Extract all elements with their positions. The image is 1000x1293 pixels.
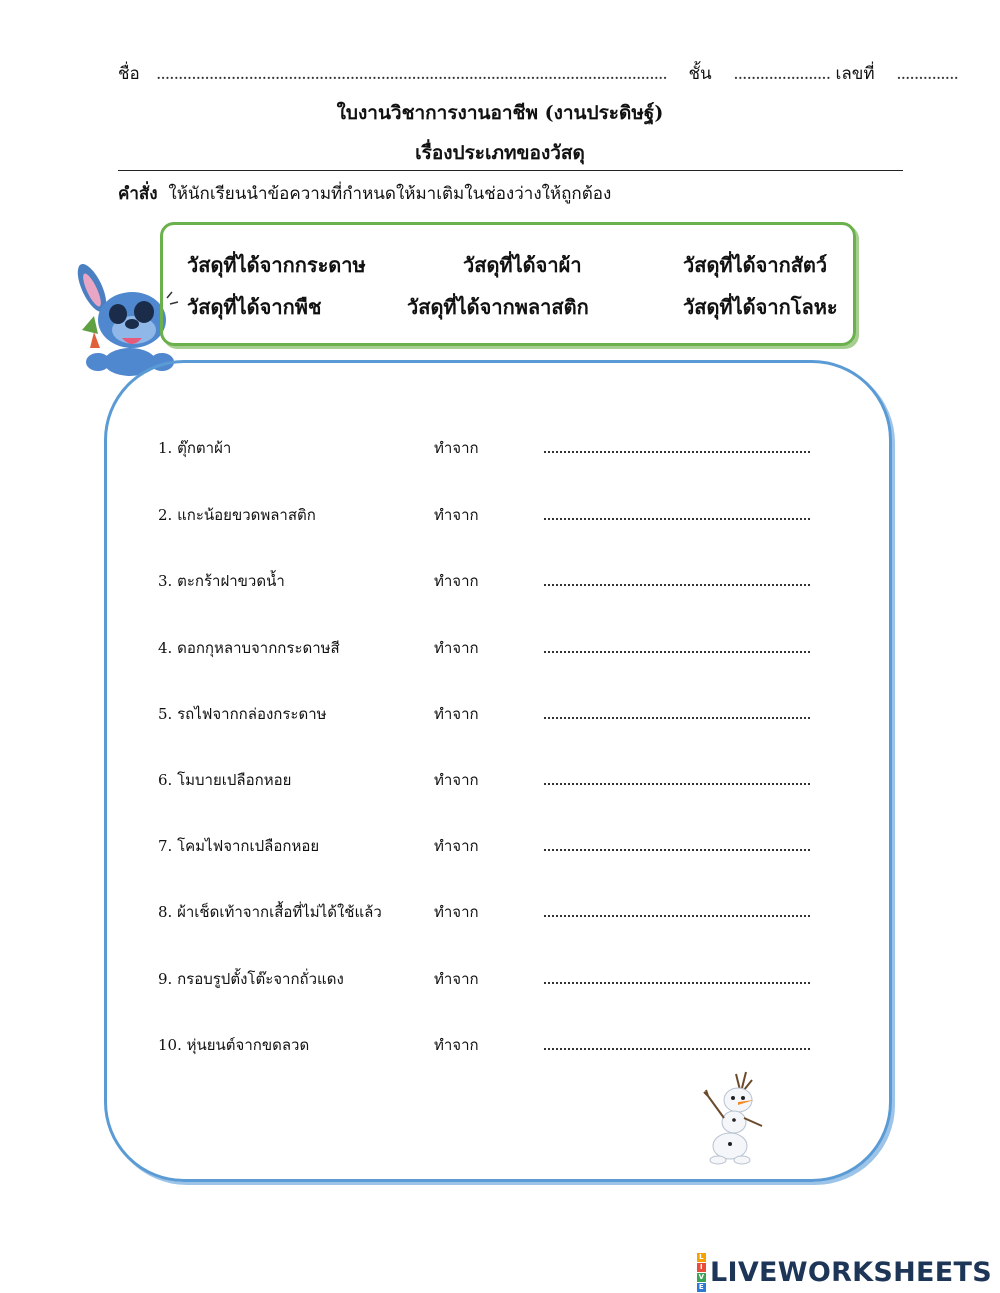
question-row [158, 900, 818, 924]
question-row [158, 834, 818, 858]
header-divider [118, 170, 903, 171]
question-text: 9. กรอบรูปตั้งโต๊ะจากถั่วแดง [158, 970, 344, 988]
worksheet-title: ใบงานวิชาการงานอาชีพ (งานประดิษฐ์) [336, 102, 664, 124]
word-bank-item[interactable]: วัสดุที่ได้จาผ้า [463, 253, 582, 277]
made-from-label: ทำจาก [434, 837, 479, 855]
word-bank-item[interactable]: วัสดุที่ได้จากพืช [187, 295, 322, 319]
made-from-label: ทำจาก [434, 970, 479, 988]
word-bank-item[interactable]: วัสดุที่ได้จากโลหะ [683, 295, 838, 319]
question-text: 7. โคมไฟจากเปลือกหอย [158, 837, 320, 855]
answer-blank[interactable] [544, 783, 810, 785]
question-row [158, 768, 818, 792]
question-text: 1. ตุ๊กตาผ้า [158, 439, 232, 457]
instruction [118, 180, 611, 207]
word-bank [160, 222, 856, 346]
made-from-label: ทำจาก [434, 903, 479, 921]
made-from-label: ทำจาก [434, 705, 479, 723]
question-row [158, 569, 818, 593]
made-from-label: ทำจาก [434, 771, 479, 789]
word-bank-item[interactable]: วัสดุที่ได้จากพลาสติก [407, 295, 589, 319]
logo-text: LIVEWORKSHEETS [709, 1257, 992, 1288]
answer-blank[interactable] [544, 915, 810, 917]
instruction-text: ให้นักเรียนนำข้อความที่กำหนดให้มาเติมในช่องว่างให้ถูกต้อง [168, 184, 612, 204]
made-from-label: ทำจาก [434, 1036, 479, 1054]
answer-blank[interactable] [544, 651, 810, 653]
word-bank-item[interactable]: วัสดุที่ได้จากสัตว์ [683, 253, 828, 277]
question-text: 4. ดอกกุหลาบจากกระดาษสี [158, 639, 340, 657]
made-from-label: ทำจาก [434, 639, 479, 657]
class-label: ชั้น [688, 64, 712, 84]
question-text: 2. แกะน้อยขวดพลาสติก [158, 506, 316, 524]
question-row [158, 636, 818, 660]
question-text: 10. หุ่นยนต์จากขดลวด [158, 1036, 310, 1054]
class-blank[interactable]: ...................... [733, 64, 831, 84]
answer-blank[interactable] [544, 451, 810, 453]
answer-blank[interactable] [544, 717, 810, 719]
student-info-line [118, 60, 958, 87]
answer-blank[interactable] [544, 518, 810, 520]
made-from-label: ทำจาก [434, 572, 479, 590]
question-row [158, 967, 818, 991]
question-row [158, 702, 818, 726]
worksheet-subtitle: เรื่องประเภทของวัสดุ [415, 142, 585, 164]
name-blank[interactable]: .................................................................................................................... [155, 64, 667, 84]
liveworksheets-logo [697, 1252, 992, 1293]
answer-blank[interactable] [544, 584, 810, 586]
olaf-illustration [696, 1068, 772, 1166]
word-bank-item[interactable]: วัสดุที่ได้จากกระดาษ [187, 253, 366, 277]
question-text: 8. ผ้าเช็ดเท้าจากเสื้อที่ไม่ได้ใช้แล้ว [158, 903, 382, 921]
instruction-label: คำสั่ง [118, 184, 158, 204]
question-text: 5. รถไฟจากกล่องกระดาษ [158, 705, 327, 723]
question-row [158, 503, 818, 527]
number-label: เลขที่ [835, 64, 875, 84]
answer-blank[interactable] [544, 982, 810, 984]
question-text: 3. ตะกร้าฝาขวดน้ำ [158, 572, 285, 590]
question-text: 6. โมบายเปลือกหอย [158, 771, 292, 789]
question-row [158, 1033, 818, 1057]
name-label: ชื่อ [118, 64, 140, 84]
made-from-label: ทำจาก [434, 439, 479, 457]
answer-blank[interactable] [544, 1048, 810, 1050]
question-row [158, 436, 818, 460]
answer-blank[interactable] [544, 849, 810, 851]
made-from-label: ทำจาก [434, 506, 479, 524]
number-blank[interactable]: .............. [896, 64, 958, 84]
logo-icon: L I V E [698, 1253, 705, 1291]
